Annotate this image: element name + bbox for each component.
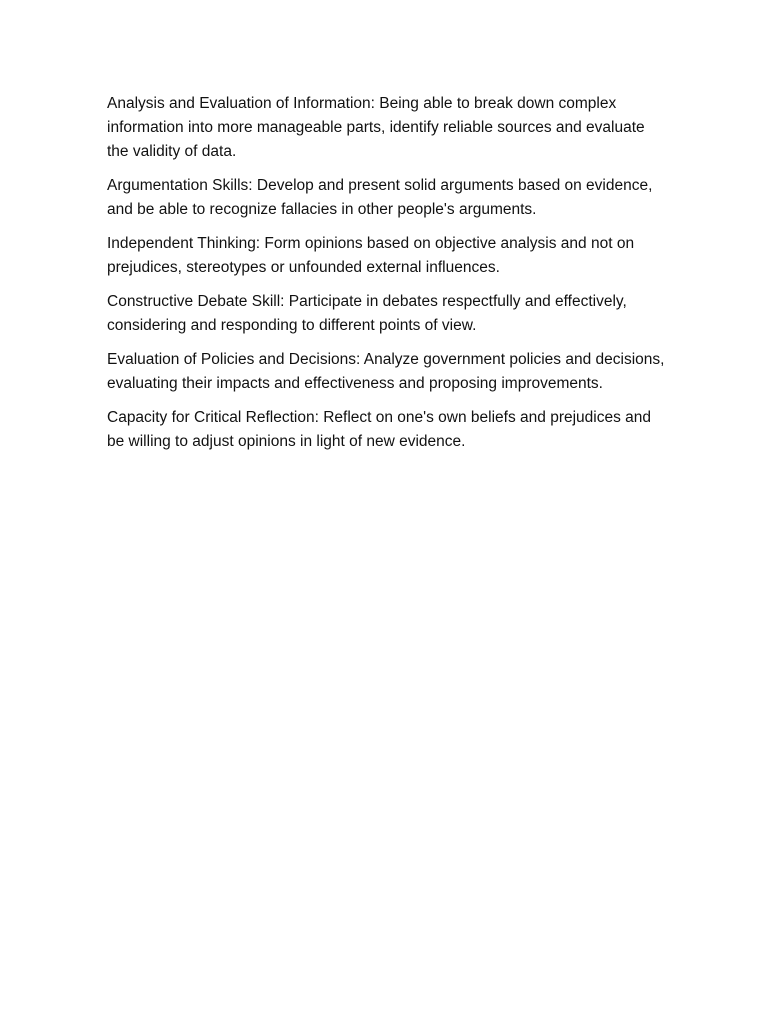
paragraph-policies-decisions: Evaluation of Policies and Decisions: Analyze government policies and decisions, evaluating their impacts and effectiveness and proposing improvements. — [107, 351, 665, 392]
paragraph-critical-reflection: Capacity for Critical Reflection: Reflect on one's own beliefs and prejudices and be willing to adjust opinions in light of new evidence. — [107, 409, 652, 450]
document-body — [107, 92, 667, 464]
paragraph-independent-thinking: Independent Thinking: Form opinions based on objective analysis and not on prejudices, stereotypes or unfounded external influences. — [107, 235, 635, 276]
paragraph-analysis-evaluation: Analysis and Evaluation of Information: Being able to break down complex information into more manageable parts, identify reliable sources and evaluate the validity of data. — [107, 95, 645, 160]
paragraph-argumentation-skills: Argumentation Skills: Develop and present solid arguments based on evidence, and be able to recognize fallacies in other people's arguments. — [107, 177, 653, 218]
paragraph-constructive-debate: Constructive Debate Skill: Participate in debates respectfully and effectively, considering and responding to different points of view. — [107, 293, 627, 334]
